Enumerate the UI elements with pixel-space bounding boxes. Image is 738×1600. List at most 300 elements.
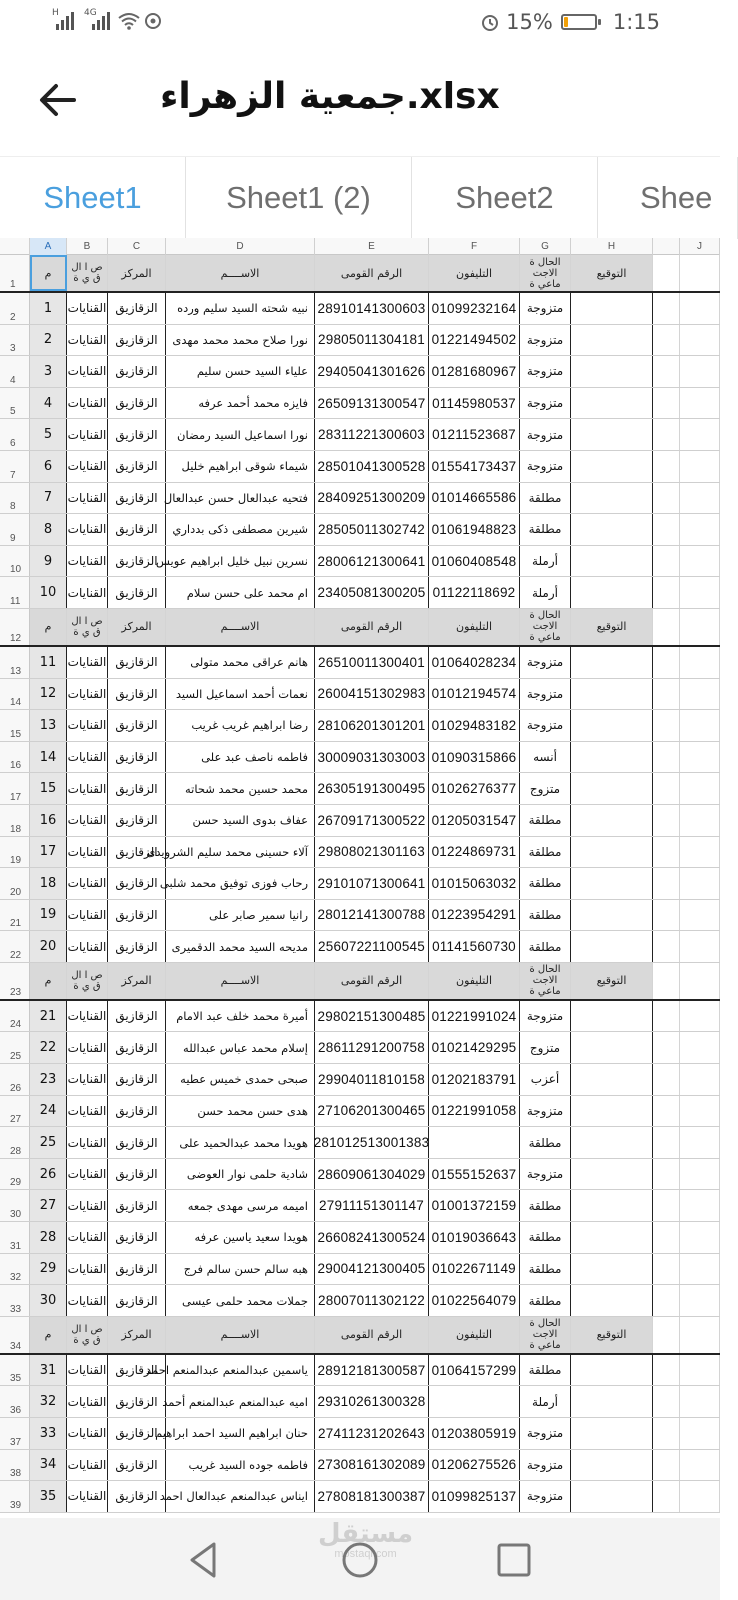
- row-number[interactable]: [0, 1355, 30, 1386]
- table-cell[interactable]: 28409251300209: [315, 483, 429, 514]
- table-cell[interactable]: القنايات: [67, 1450, 108, 1481]
- table-cell[interactable]: نورا صلاح محمد محمد مهدى: [166, 325, 315, 356]
- signature-cell[interactable]: [571, 1418, 653, 1449]
- table-cell[interactable]: 27308161302089: [315, 1450, 429, 1481]
- empty-cell[interactable]: [680, 419, 720, 450]
- header-cell[interactable]: المركز: [108, 1317, 166, 1353]
- signature-cell[interactable]: [571, 293, 653, 324]
- empty-cell[interactable]: [680, 1418, 720, 1449]
- table-cell[interactable]: 28311221300603: [315, 419, 429, 450]
- table-cell[interactable]: القنايات: [67, 546, 108, 577]
- table-cell[interactable]: متزوجة: [520, 388, 571, 419]
- empty-cell[interactable]: [653, 1222, 680, 1253]
- table-cell[interactable]: 01099825137: [429, 1481, 520, 1512]
- table-cell[interactable]: 32: [30, 1386, 67, 1417]
- table-cell[interactable]: القنايات: [67, 1127, 108, 1158]
- table-cell[interactable]: مطلقة: [520, 837, 571, 868]
- table-cell[interactable]: 01145980537: [429, 388, 520, 419]
- table-cell[interactable]: رضا ابراهيم غريب غريب: [166, 710, 315, 741]
- select-all-corner[interactable]: [0, 238, 30, 255]
- signature-cell[interactable]: [571, 1222, 653, 1253]
- table-cell[interactable]: 01224869731: [429, 837, 520, 868]
- table-cell[interactable]: 17: [30, 837, 67, 868]
- table-cell[interactable]: أعزب: [520, 1064, 571, 1095]
- signature-cell[interactable]: [571, 483, 653, 514]
- table-cell[interactable]: مطلقة: [520, 483, 571, 514]
- table-cell[interactable]: هدى حسن محمد حسن: [166, 1096, 315, 1127]
- empty-cell[interactable]: [680, 931, 720, 962]
- header-cell[interactable]: المركز: [108, 963, 166, 999]
- table-cell[interactable]: الزقازيق: [108, 577, 166, 608]
- table-cell[interactable]: 01141560730: [429, 931, 520, 962]
- table-cell[interactable]: القنايات: [67, 742, 108, 773]
- table-cell[interactable]: 13: [30, 710, 67, 741]
- empty-cell[interactable]: [653, 963, 680, 999]
- table-cell[interactable]: هويدا سعيد ياسين عرفه: [166, 1222, 315, 1253]
- empty-cell[interactable]: [680, 388, 720, 419]
- table-cell[interactable]: 28106201301201: [315, 710, 429, 741]
- table-cell[interactable]: 01223954291: [429, 900, 520, 931]
- row-number[interactable]: [0, 710, 30, 741]
- signature-cell[interactable]: [571, 1127, 653, 1158]
- row-number[interactable]: [0, 1317, 30, 1353]
- table-cell[interactable]: الزقازيق: [108, 483, 166, 514]
- table-cell[interactable]: مطلقة: [520, 900, 571, 931]
- back-triangle-icon[interactable]: [184, 1540, 224, 1580]
- row-number[interactable]: [0, 1285, 30, 1316]
- table-cell[interactable]: 27911151301147: [315, 1190, 429, 1221]
- empty-cell[interactable]: [680, 293, 720, 324]
- table-cell[interactable]: القنايات: [67, 293, 108, 324]
- table-cell[interactable]: نورا اسماعيل السيد رمضان: [166, 419, 315, 450]
- table-cell[interactable]: 01022564079: [429, 1285, 520, 1316]
- row-number[interactable]: [0, 609, 30, 645]
- table-cell[interactable]: الزقازيق: [108, 419, 166, 450]
- table-cell[interactable]: متزوجة: [520, 356, 571, 387]
- row-number[interactable]: [0, 1450, 30, 1481]
- empty-cell[interactable]: [653, 546, 680, 577]
- table-cell[interactable]: الزقازيق: [108, 1285, 166, 1316]
- table-cell[interactable]: ايناس عبدالمنعم عبدالعال احمد: [166, 1481, 315, 1512]
- table-cell[interactable]: 26709171300522: [315, 805, 429, 836]
- column-header[interactable]: C: [108, 238, 166, 255]
- table-cell[interactable]: الزقازيق: [108, 900, 166, 931]
- table-cell[interactable]: القنايات: [67, 679, 108, 710]
- table-cell[interactable]: القنايات: [67, 931, 108, 962]
- table-cell[interactable]: نسرين نبيل خليل ابراهيم عويس: [166, 546, 315, 577]
- row-number[interactable]: [0, 837, 30, 868]
- table-cell[interactable]: 28006121300641: [315, 546, 429, 577]
- empty-cell[interactable]: [653, 837, 680, 868]
- column-header[interactable]: E: [315, 238, 429, 255]
- table-cell[interactable]: 01221494502: [429, 325, 520, 356]
- table-cell[interactable]: القنايات: [67, 710, 108, 741]
- header-cell[interactable]: الاســــم: [166, 1317, 315, 1353]
- signature-cell[interactable]: [571, 451, 653, 482]
- signature-cell[interactable]: [571, 679, 653, 710]
- empty-cell[interactable]: [653, 1032, 680, 1063]
- header-cell[interactable]: التليفون: [429, 255, 520, 291]
- empty-cell[interactable]: [680, 1127, 720, 1158]
- header-cell[interactable]: ص ا ال ق ي ة: [67, 255, 108, 291]
- table-cell[interactable]: 28501041300528: [315, 451, 429, 482]
- row-number[interactable]: [0, 293, 30, 324]
- row-number[interactable]: [0, 419, 30, 450]
- table-cell[interactable]: 01015063032: [429, 868, 520, 899]
- table-cell[interactable]: الزقازيق: [108, 388, 166, 419]
- table-cell[interactable]: 4: [30, 388, 67, 419]
- row-number[interactable]: [0, 931, 30, 962]
- table-cell[interactable]: القنايات: [67, 419, 108, 450]
- empty-cell[interactable]: [653, 1481, 680, 1512]
- row-number[interactable]: [0, 577, 30, 608]
- table-cell[interactable]: 29805011304181: [315, 325, 429, 356]
- empty-cell[interactable]: [653, 1001, 680, 1032]
- table-cell[interactable]: 2: [30, 325, 67, 356]
- table-cell[interactable]: القنايات: [67, 1159, 108, 1190]
- header-cell[interactable]: ص ا ال ق ي ة: [67, 609, 108, 645]
- header-cell[interactable]: ص ا ال ق ي ة: [67, 963, 108, 999]
- table-cell[interactable]: 29310261300328: [315, 1386, 429, 1417]
- empty-cell[interactable]: [680, 1222, 720, 1253]
- table-cell[interactable]: الزقازيق: [108, 1450, 166, 1481]
- empty-cell[interactable]: [653, 255, 680, 291]
- table-cell[interactable]: القنايات: [67, 1418, 108, 1449]
- signature-cell[interactable]: [571, 356, 653, 387]
- row-number[interactable]: [0, 483, 30, 514]
- empty-cell[interactable]: [653, 514, 680, 545]
- table-cell[interactable]: شيماء شوقى ابراهيم خليل: [166, 451, 315, 482]
- empty-cell[interactable]: [653, 1190, 680, 1221]
- row-number[interactable]: [0, 742, 30, 773]
- table-cell[interactable]: 1: [30, 293, 67, 324]
- column-header[interactable]: D: [166, 238, 315, 255]
- row-number[interactable]: [0, 1159, 30, 1190]
- table-cell[interactable]: متزوجة: [520, 1159, 571, 1190]
- empty-cell[interactable]: [680, 325, 720, 356]
- empty-cell[interactable]: [680, 647, 720, 678]
- row-number[interactable]: [0, 679, 30, 710]
- table-cell[interactable]: الزقازيق: [108, 1032, 166, 1063]
- empty-cell[interactable]: [680, 1317, 720, 1353]
- table-cell[interactable]: 01014665586: [429, 483, 520, 514]
- table-cell[interactable]: 01064028234: [429, 647, 520, 678]
- tab-sheet3[interactable]: Shee: [598, 157, 738, 239]
- table-cell[interactable]: ام محمد على حسن سلام: [166, 577, 315, 608]
- header-cell[interactable]: الحال ة الاجت ماعي ة: [520, 1317, 571, 1353]
- empty-cell[interactable]: [680, 900, 720, 931]
- table-cell[interactable]: 01001372159: [429, 1190, 520, 1221]
- header-cell[interactable]: التليفون: [429, 963, 520, 999]
- table-cell[interactable]: الزقازيق: [108, 742, 166, 773]
- table-cell[interactable]: مطلقة: [520, 1254, 571, 1285]
- table-cell[interactable]: القنايات: [67, 325, 108, 356]
- empty-cell[interactable]: [653, 325, 680, 356]
- signature-cell[interactable]: [571, 1032, 653, 1063]
- table-cell[interactable]: فاطمه جوده السيد غريب: [166, 1450, 315, 1481]
- table-cell[interactable]: 26: [30, 1159, 67, 1190]
- table-cell[interactable]: 01205031547: [429, 805, 520, 836]
- table-cell[interactable]: 29004121300405: [315, 1254, 429, 1285]
- empty-cell[interactable]: [680, 577, 720, 608]
- table-cell[interactable]: 29405041301626: [315, 356, 429, 387]
- table-cell[interactable]: 35: [30, 1481, 67, 1512]
- home-circle-icon[interactable]: [340, 1540, 380, 1580]
- empty-cell[interactable]: [680, 1386, 720, 1417]
- table-cell[interactable]: 24: [30, 1096, 67, 1127]
- empty-cell[interactable]: [680, 1064, 720, 1095]
- header-cell[interactable]: المركز: [108, 255, 166, 291]
- table-cell[interactable]: متزوجة: [520, 325, 571, 356]
- table-cell[interactable]: الزقازيق: [108, 837, 166, 868]
- table-cell[interactable]: الزقازيق: [108, 679, 166, 710]
- empty-cell[interactable]: [653, 419, 680, 450]
- empty-cell[interactable]: [653, 483, 680, 514]
- table-cell[interactable]: أميرة محمد خلف عبد الامام: [166, 1001, 315, 1032]
- header-cell[interactable]: م: [30, 609, 67, 645]
- recents-square-icon[interactable]: [494, 1540, 534, 1580]
- header-cell[interactable]: الحال ة الاجت ماعي ة: [520, 255, 571, 291]
- empty-cell[interactable]: [653, 1254, 680, 1285]
- row-number[interactable]: [0, 388, 30, 419]
- table-cell[interactable]: الزقازيق: [108, 805, 166, 836]
- header-cell[interactable]: م: [30, 963, 67, 999]
- table-cell[interactable]: مطلقة: [520, 1127, 571, 1158]
- table-cell[interactable]: هويدا محمد عبدالحميد على: [166, 1127, 315, 1158]
- table-cell[interactable]: اميه عبدالمنعم عبدالمنعم أحمد: [166, 1386, 315, 1417]
- table-cell[interactable]: 27411231202643: [315, 1418, 429, 1449]
- table-cell[interactable]: 10: [30, 577, 67, 608]
- table-cell[interactable]: 01221991058: [429, 1096, 520, 1127]
- signature-cell[interactable]: [571, 742, 653, 773]
- table-cell[interactable]: 29802151300485: [315, 1001, 429, 1032]
- table-cell[interactable]: علياء السيد حسن سليم: [166, 356, 315, 387]
- signature-cell[interactable]: [571, 1254, 653, 1285]
- table-cell[interactable]: 01012194574: [429, 679, 520, 710]
- header-cell[interactable]: ص ا ال ق ي ة: [67, 1317, 108, 1353]
- header-cell[interactable]: التوقيع: [571, 963, 653, 999]
- table-cell[interactable]: [429, 1386, 520, 1417]
- empty-cell[interactable]: [653, 451, 680, 482]
- empty-cell[interactable]: [653, 388, 680, 419]
- table-cell[interactable]: 01029483182: [429, 710, 520, 741]
- signature-cell[interactable]: [571, 837, 653, 868]
- table-cell[interactable]: الزقازيق: [108, 710, 166, 741]
- empty-cell[interactable]: [680, 1450, 720, 1481]
- empty-cell[interactable]: [653, 647, 680, 678]
- table-cell[interactable]: 9: [30, 546, 67, 577]
- empty-cell[interactable]: [653, 742, 680, 773]
- table-cell[interactable]: مطلقة: [520, 1285, 571, 1316]
- signature-cell[interactable]: [571, 1159, 653, 1190]
- table-cell[interactable]: القنايات: [67, 868, 108, 899]
- header-cell[interactable]: الاســــم: [166, 963, 315, 999]
- table-cell[interactable]: 23405081300205: [315, 577, 429, 608]
- table-cell[interactable]: 01122118692: [429, 577, 520, 608]
- table-cell[interactable]: القنايات: [67, 1222, 108, 1253]
- empty-cell[interactable]: [680, 1254, 720, 1285]
- signature-cell[interactable]: [571, 388, 653, 419]
- signature-cell[interactable]: [571, 647, 653, 678]
- table-cell[interactable]: 16: [30, 805, 67, 836]
- empty-cell[interactable]: [680, 356, 720, 387]
- table-cell[interactable]: 31: [30, 1355, 67, 1386]
- table-cell[interactable]: 21: [30, 1001, 67, 1032]
- table-cell[interactable]: القنايات: [67, 1064, 108, 1095]
- table-cell[interactable]: الزقازيق: [108, 773, 166, 804]
- table-cell[interactable]: آلاء حسينى محمد سليم الشرويدى: [166, 837, 315, 868]
- table-cell[interactable]: أرملة: [520, 546, 571, 577]
- table-cell[interactable]: 281012513001383: [315, 1127, 429, 1158]
- table-cell[interactable]: فتحيه عبدالعال حسن عبدالعال: [166, 483, 315, 514]
- table-cell[interactable]: 14: [30, 742, 67, 773]
- empty-cell[interactable]: [653, 868, 680, 899]
- table-cell[interactable]: 23: [30, 1064, 67, 1095]
- table-cell[interactable]: اميمه مرسى مهدى جمعه: [166, 1190, 315, 1221]
- table-cell[interactable]: 26510011300401: [315, 647, 429, 678]
- empty-cell[interactable]: [680, 742, 720, 773]
- table-cell[interactable]: 29808021301163: [315, 837, 429, 868]
- table-cell[interactable]: القنايات: [67, 356, 108, 387]
- header-cell[interactable]: م: [30, 1317, 67, 1353]
- header-cell[interactable]: الرقم القومى: [315, 609, 429, 645]
- table-cell[interactable]: 26004151302983: [315, 679, 429, 710]
- table-cell[interactable]: 25: [30, 1127, 67, 1158]
- table-cell[interactable]: مطلقة: [520, 805, 571, 836]
- table-cell[interactable]: متزوج: [520, 773, 571, 804]
- table-cell[interactable]: 28012141300788: [315, 900, 429, 931]
- table-cell[interactable]: 20: [30, 931, 67, 962]
- empty-cell[interactable]: [653, 773, 680, 804]
- table-cell[interactable]: الزقازيق: [108, 931, 166, 962]
- table-cell[interactable]: الزقازيق: [108, 1096, 166, 1127]
- table-cell[interactable]: أرملة: [520, 577, 571, 608]
- table-cell[interactable]: الزقازيق: [108, 1222, 166, 1253]
- empty-cell[interactable]: [680, 710, 720, 741]
- empty-cell[interactable]: [653, 1418, 680, 1449]
- empty-cell[interactable]: [680, 1190, 720, 1221]
- table-cell[interactable]: متزوجة: [520, 1096, 571, 1127]
- table-cell[interactable]: القنايات: [67, 1386, 108, 1417]
- empty-cell[interactable]: [653, 1096, 680, 1127]
- signature-cell[interactable]: [571, 773, 653, 804]
- table-cell[interactable]: 8: [30, 514, 67, 545]
- table-cell[interactable]: الزقازيق: [108, 1254, 166, 1285]
- table-cell[interactable]: عفاف بدوى السيد حسن: [166, 805, 315, 836]
- table-cell[interactable]: 27106201300465: [315, 1096, 429, 1127]
- table-cell[interactable]: 22: [30, 1032, 67, 1063]
- table-cell[interactable]: القنايات: [67, 837, 108, 868]
- table-cell[interactable]: 01221991024: [429, 1001, 520, 1032]
- row-number[interactable]: [0, 868, 30, 899]
- table-cell[interactable]: [429, 1127, 520, 1158]
- table-cell[interactable]: متزوجة: [520, 1481, 571, 1512]
- empty-cell[interactable]: [653, 1355, 680, 1386]
- signature-cell[interactable]: [571, 546, 653, 577]
- header-cell[interactable]: التوقيع: [571, 609, 653, 645]
- table-cell[interactable]: 29101071300641: [315, 868, 429, 899]
- table-cell[interactable]: 26509131300547: [315, 388, 429, 419]
- row-number[interactable]: [0, 1096, 30, 1127]
- table-cell[interactable]: الزقازيق: [108, 868, 166, 899]
- table-cell[interactable]: 3: [30, 356, 67, 387]
- row-number[interactable]: [0, 546, 30, 577]
- empty-cell[interactable]: [680, 546, 720, 577]
- header-cell[interactable]: المركز: [108, 609, 166, 645]
- table-cell[interactable]: 01555152637: [429, 1159, 520, 1190]
- empty-cell[interactable]: [680, 1285, 720, 1316]
- table-cell[interactable]: القنايات: [67, 773, 108, 804]
- empty-cell[interactable]: [653, 1159, 680, 1190]
- table-cell[interactable]: الزقازيق: [108, 514, 166, 545]
- empty-cell[interactable]: [653, 931, 680, 962]
- empty-cell[interactable]: [653, 1285, 680, 1316]
- empty-cell[interactable]: [653, 577, 680, 608]
- table-cell[interactable]: 6: [30, 451, 67, 482]
- table-cell[interactable]: الزقازيق: [108, 356, 166, 387]
- table-cell[interactable]: 28505011302742: [315, 514, 429, 545]
- table-cell[interactable]: مطلقة: [520, 1222, 571, 1253]
- table-cell[interactable]: 01019036643: [429, 1222, 520, 1253]
- table-cell[interactable]: الزقازيق: [108, 647, 166, 678]
- table-cell[interactable]: القنايات: [67, 1355, 108, 1386]
- table-cell[interactable]: حنان ابراهيم السيد احمد ابراهيم: [166, 1418, 315, 1449]
- row-number[interactable]: [0, 514, 30, 545]
- spreadsheet-grid[interactable]: [0, 238, 720, 1518]
- table-cell[interactable]: متزوجة: [520, 647, 571, 678]
- table-cell[interactable]: 33: [30, 1418, 67, 1449]
- row-number[interactable]: [0, 1222, 30, 1253]
- table-cell[interactable]: 01061948823: [429, 514, 520, 545]
- table-cell[interactable]: 7: [30, 483, 67, 514]
- tab-sheet2[interactable]: Sheet2: [412, 157, 598, 239]
- empty-cell[interactable]: [653, 679, 680, 710]
- table-cell[interactable]: 01203805919: [429, 1418, 520, 1449]
- row-number[interactable]: [0, 900, 30, 931]
- table-cell[interactable]: 01060408548: [429, 546, 520, 577]
- table-cell[interactable]: القنايات: [67, 1481, 108, 1512]
- row-number[interactable]: [0, 1254, 30, 1285]
- header-cell[interactable]: التليفون: [429, 1317, 520, 1353]
- table-cell[interactable]: 27808181300387: [315, 1481, 429, 1512]
- table-cell[interactable]: 28609061304029: [315, 1159, 429, 1190]
- table-cell[interactable]: 01206275526: [429, 1450, 520, 1481]
- column-header[interactable]: B: [67, 238, 108, 255]
- header-cell[interactable]: الرقم القومى: [315, 255, 429, 291]
- empty-cell[interactable]: [680, 1481, 720, 1512]
- empty-cell[interactable]: [680, 1355, 720, 1386]
- table-cell[interactable]: القنايات: [67, 1254, 108, 1285]
- row-number[interactable]: [0, 1418, 30, 1449]
- table-cell[interactable]: متزوجة: [520, 1450, 571, 1481]
- column-header[interactable]: [653, 238, 680, 255]
- table-cell[interactable]: صبحى حمدى خميس عطيه: [166, 1064, 315, 1095]
- signature-cell[interactable]: [571, 1355, 653, 1386]
- header-cell[interactable]: التوقيع: [571, 255, 653, 291]
- table-cell[interactable]: 30009031303003: [315, 742, 429, 773]
- table-cell[interactable]: مديحه السيد محمد الدقميرى: [166, 931, 315, 962]
- table-cell[interactable]: إسلام محمد عباس عبدالله: [166, 1032, 315, 1063]
- table-cell[interactable]: هانم عراقى محمد متولى: [166, 647, 315, 678]
- table-cell[interactable]: متزوجة: [520, 710, 571, 741]
- table-cell[interactable]: متزوجة: [520, 679, 571, 710]
- row-number[interactable]: [0, 1190, 30, 1221]
- table-cell[interactable]: الزقازيق: [108, 451, 166, 482]
- table-cell[interactable]: 29904011810158: [315, 1064, 429, 1095]
- empty-cell[interactable]: [653, 356, 680, 387]
- table-cell[interactable]: القنايات: [67, 1096, 108, 1127]
- table-cell[interactable]: القنايات: [67, 577, 108, 608]
